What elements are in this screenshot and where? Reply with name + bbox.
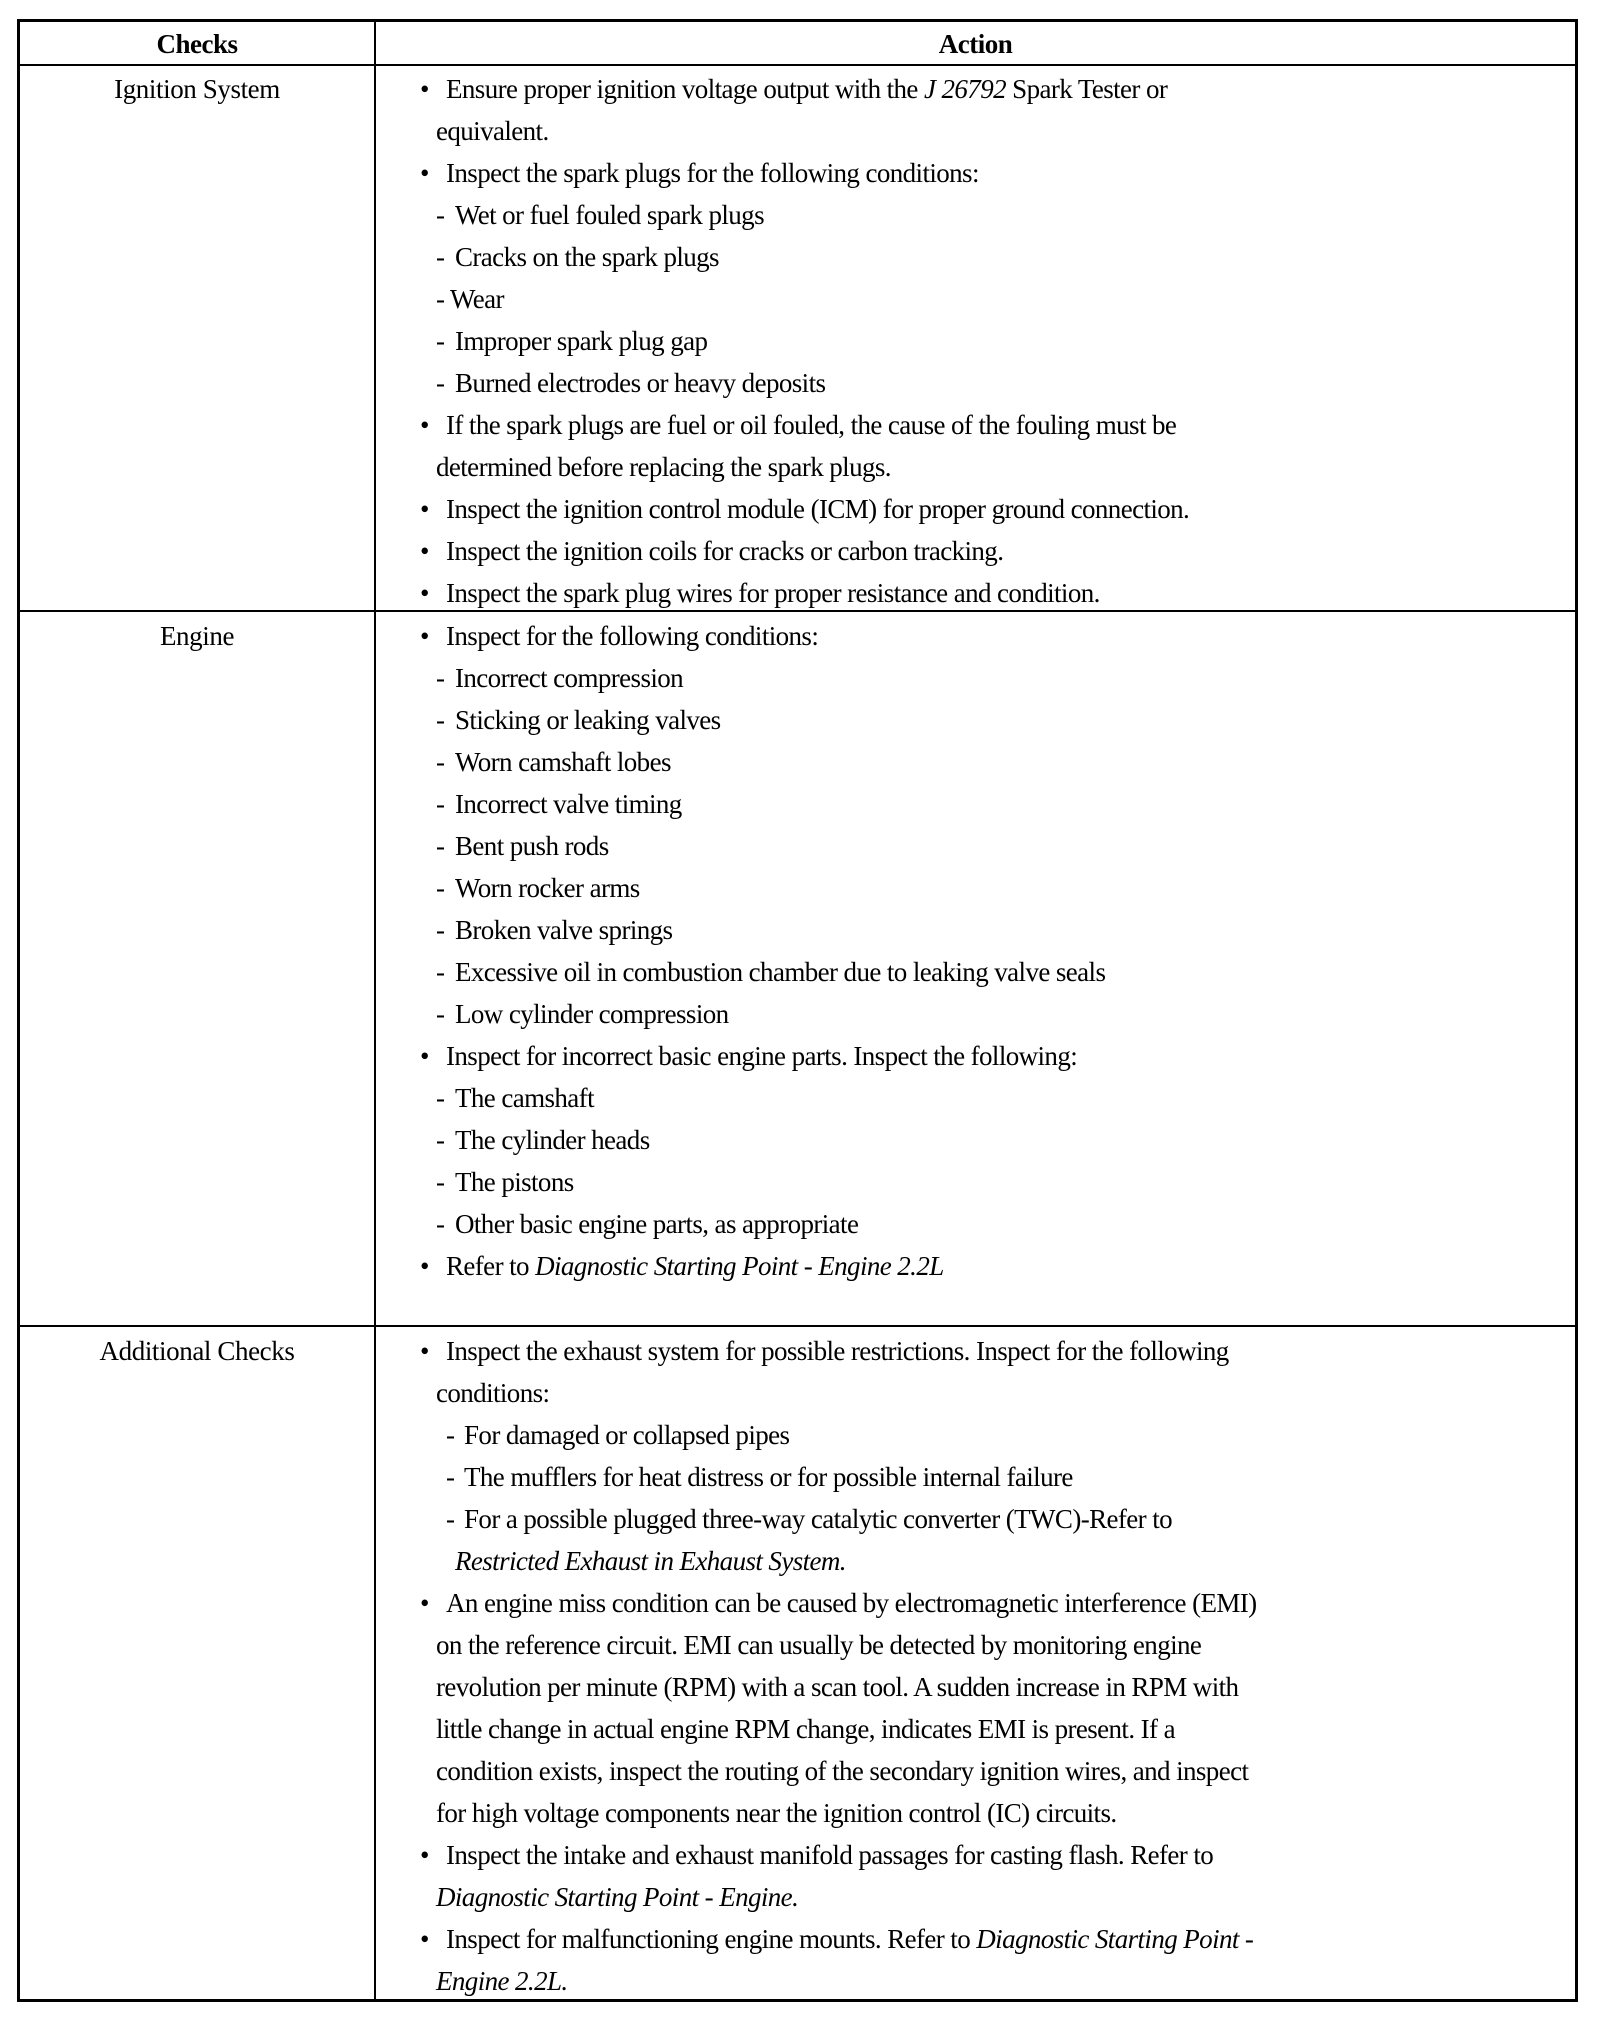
bullet-item (376, 1918, 1575, 1960)
line-text (436, 1792, 1117, 1834)
text-segment: Inspect the exhaust system for possible restrictions. Inspect for the following (446, 1336, 1229, 1366)
line-text (455, 320, 707, 362)
text-segment: Inspect for incorrect basic engine parts. Inspect the following: (446, 1041, 1078, 1071)
dash-icon: - (436, 1083, 445, 1113)
sub-item (376, 909, 1575, 951)
reference-text: Restricted Exhaust in Exhaust System. (455, 1546, 846, 1576)
bullet-icon: • (420, 158, 429, 188)
line-text (455, 951, 1105, 993)
bullet-item (376, 1834, 1575, 1876)
text-segment: Improper spark plug gap (455, 326, 708, 356)
line-text (446, 152, 979, 194)
dash-icon: - (436, 789, 445, 819)
text-segment: Other basic engine parts, as appropriate (455, 1209, 859, 1239)
sub-item (376, 1161, 1575, 1203)
line-text (455, 783, 682, 825)
bullet-icon: • (420, 1588, 429, 1618)
sub-item (376, 1203, 1575, 1245)
header-divider (20, 64, 1575, 66)
line-text (446, 1035, 1077, 1077)
line-text (446, 1918, 1253, 1960)
sub-item (376, 320, 1575, 362)
dash-icon: - (436, 368, 445, 398)
text-segment: Ensure proper ignition voltage output with the (446, 74, 924, 104)
text-segment: Wear (450, 284, 504, 314)
text-segment: condition exists, inspect the routing of the secondary ignition wires, and inspect (436, 1756, 1249, 1786)
dash-icon: - (436, 873, 445, 903)
sub-item (376, 993, 1575, 1035)
text-segment: little change in actual engine RPM change, indicates EMI is present. If a (436, 1714, 1175, 1744)
text-segment: Low cylinder compression (455, 999, 729, 1029)
text-segment: For a possible plugged three-way catalytic converter (TWC)-Refer to (464, 1504, 1173, 1534)
bullet-icon: • (420, 1840, 429, 1870)
bullet-item (376, 1035, 1575, 1077)
dash-icon: - (436, 957, 445, 987)
action-engine (376, 615, 1575, 1287)
line-text (455, 194, 764, 236)
text-segment: Inspect the ignition coils for cracks or carbon tracking. (446, 536, 1004, 566)
line-text (455, 1119, 650, 1161)
sub-item (376, 1456, 1575, 1498)
text-segment: Inspect the spark plugs for the following conditions: (446, 158, 979, 188)
text-segment: Worn camshaft lobes (455, 747, 671, 777)
sub-item (376, 699, 1575, 741)
sub-item (376, 1498, 1575, 1540)
reference-text: Diagnostic Starting Point - Engine. (436, 1882, 799, 1912)
text-segment: Cracks on the spark plugs (455, 242, 719, 272)
line-text (446, 615, 818, 657)
check-engine: Engine (159, 621, 235, 651)
sub-item (376, 657, 1575, 699)
text-segment: Incorrect valve timing (455, 789, 682, 819)
dash-icon: - (446, 1504, 455, 1534)
line-text (455, 1203, 858, 1245)
text-segment: Excessive oil in combustion chamber due to leaking valve seals (455, 957, 1106, 987)
text-segment: The cylinder heads (455, 1125, 650, 1155)
line-text (446, 404, 1176, 446)
row-divider (20, 1325, 1575, 1327)
text-segment: Sticking or leaking valves (455, 705, 721, 735)
bullet-item (376, 530, 1575, 572)
dash-icon: - (436, 1209, 445, 1239)
text-segment: Worn rocker arms (455, 873, 640, 903)
dash-icon: - (446, 1420, 455, 1450)
line-text (455, 1077, 594, 1119)
bullet-icon: • (420, 494, 429, 524)
sub-item (376, 825, 1575, 867)
bullet-item (376, 1582, 1575, 1624)
line-text (436, 110, 549, 152)
bullet-item (376, 152, 1575, 194)
bullet-item (376, 572, 1575, 614)
text-segment: determined before replacing the spark plugs. (436, 452, 891, 482)
continuation-line (376, 1666, 1575, 1708)
line-text (436, 446, 891, 488)
text-segment: Broken valve springs (455, 915, 673, 945)
continuation-line (376, 1792, 1575, 1834)
sub-item (376, 783, 1575, 825)
text-segment: equivalent. (436, 116, 549, 146)
line-text (455, 1540, 846, 1582)
text-segment: Incorrect compression (455, 663, 684, 693)
text-segment: Wet or fuel fouled spark plugs (455, 200, 764, 230)
text-segment: Inspect the ignition control module (ICM) for proper ground connection. (446, 494, 1190, 524)
bullet-item (376, 404, 1575, 446)
sub-item (376, 1077, 1575, 1119)
text-segment: Spark Tester or (1006, 74, 1168, 104)
sub-item (376, 867, 1575, 909)
line-text (455, 1161, 574, 1203)
text-segment: The camshaft (455, 1083, 594, 1113)
line-text (446, 1245, 944, 1287)
text-segment: Burned electrodes or heavy deposits (455, 368, 826, 398)
continuation-line (376, 1960, 1575, 2002)
bullet-icon: • (420, 1924, 429, 1954)
bullet-icon: • (420, 1041, 429, 1071)
bullet-icon: • (420, 410, 429, 440)
text-segment: Inspect for the following conditions: (446, 621, 819, 651)
bullet-item (376, 488, 1575, 530)
dash-icon: - (436, 831, 445, 861)
text-segment: The pistons (455, 1167, 574, 1197)
bullet-item (376, 68, 1575, 110)
text-segment: The mufflers for heat distress or for possible internal failure (464, 1462, 1073, 1492)
reference-text: J 26792 (923, 74, 1007, 104)
line-text (436, 1708, 1175, 1750)
text-segment: If the spark plugs are fuel or oil fouled, the cause of the fouling must be (446, 410, 1177, 440)
text-segment: Inspect the intake and exhaust manifold passages for casting flash. Refer to (446, 1840, 1214, 1870)
dash-icon: - (436, 747, 445, 777)
dash-icon: - (436, 284, 445, 314)
text-segment: revolution per minute (RPM) with a scan tool. A sudden increase in RPM with (436, 1672, 1239, 1702)
continuation-line (376, 446, 1575, 488)
line-text (450, 278, 504, 320)
text-segment: Inspect the spark plug wires for proper resistance and condition. (446, 578, 1100, 608)
line-text (455, 699, 721, 741)
line-text (446, 1834, 1213, 1876)
bullet-item (376, 1245, 1575, 1287)
bullet-item (376, 615, 1575, 657)
line-text (464, 1456, 1073, 1498)
sub-item (376, 741, 1575, 783)
line-text (455, 825, 609, 867)
dash-icon: - (436, 915, 445, 945)
reference-text: Engine 2.2L. (436, 1966, 568, 1996)
line-text (455, 867, 640, 909)
row-divider (20, 610, 1575, 612)
text-segment: Bent push rods (455, 831, 609, 861)
reference-text: Diagnostic Starting Point - Engine 2.2L (535, 1251, 944, 1281)
line-text (436, 1666, 1238, 1708)
check-additional-checks: Additional Checks (99, 1336, 295, 1366)
line-text (455, 741, 671, 783)
continuation-line (376, 1750, 1575, 1792)
continuation-line (376, 1876, 1575, 1918)
continuation-line (376, 110, 1575, 152)
text-segment: Refer to (446, 1251, 536, 1281)
line-text (455, 236, 719, 278)
dash-icon: - (436, 200, 445, 230)
line-text (446, 68, 1167, 110)
sub-item (376, 1119, 1575, 1161)
text-segment: An engine miss condition can be caused by electromagnetic interference (EMI) (446, 1588, 1257, 1618)
bullet-icon: • (420, 536, 429, 566)
header-checks: Checks (156, 29, 238, 59)
text-segment: on the reference circuit. EMI can usually be detected by monitoring engine (436, 1630, 1202, 1660)
dash-icon: - (446, 1462, 455, 1492)
header-action: Action (938, 29, 1013, 59)
bullet-icon: • (420, 1251, 429, 1281)
action-ignition-system (376, 68, 1575, 614)
bullet-icon: • (420, 578, 429, 608)
dash-icon: - (436, 1167, 445, 1197)
line-text (436, 1876, 798, 1918)
continuation-line (376, 1540, 1575, 1582)
line-text (464, 1498, 1172, 1540)
line-text (455, 909, 672, 951)
line-text (455, 993, 729, 1035)
sub-item (376, 236, 1575, 278)
continuation-line (376, 1372, 1575, 1414)
dash-icon: - (436, 663, 445, 693)
sub-item (376, 278, 1575, 320)
line-text (446, 1582, 1257, 1624)
continuation-line (376, 1624, 1575, 1666)
line-text (446, 1330, 1229, 1372)
sub-item (376, 1414, 1575, 1456)
line-text (446, 572, 1100, 614)
action-additional-checks (376, 1330, 1575, 2002)
continuation-line (376, 1708, 1575, 1750)
line-text (436, 1624, 1201, 1666)
line-text (455, 362, 825, 404)
text-segment: conditions: (436, 1378, 550, 1408)
line-text (446, 488, 1189, 530)
dash-icon: - (436, 999, 445, 1029)
line-text (455, 657, 683, 699)
dash-icon: - (436, 326, 445, 356)
check-ignition-system: Ignition System (114, 74, 280, 104)
bullet-icon: • (420, 621, 429, 651)
line-text (446, 530, 1003, 572)
reference-text: Diagnostic Starting Point - (976, 1924, 1254, 1954)
line-text (436, 1372, 549, 1414)
bullet-icon: • (420, 1336, 429, 1366)
dash-icon: - (436, 705, 445, 735)
sub-item (376, 194, 1575, 236)
checks-table (17, 19, 1578, 2002)
line-text (436, 1960, 568, 2002)
sub-item (376, 362, 1575, 404)
sub-item (376, 951, 1575, 993)
bullet-icon: • (420, 74, 429, 104)
line-text (464, 1414, 789, 1456)
text-segment: For damaged or collapsed pipes (464, 1420, 790, 1450)
line-text (436, 1750, 1248, 1792)
bullet-item (376, 1330, 1575, 1372)
text-segment: Inspect for malfunctioning engine mounts. Refer to (446, 1924, 977, 1954)
dash-icon: - (436, 1125, 445, 1155)
text-segment: for high voltage components near the ignition control (IC) circuits. (436, 1798, 1117, 1828)
dash-icon: - (436, 242, 445, 272)
